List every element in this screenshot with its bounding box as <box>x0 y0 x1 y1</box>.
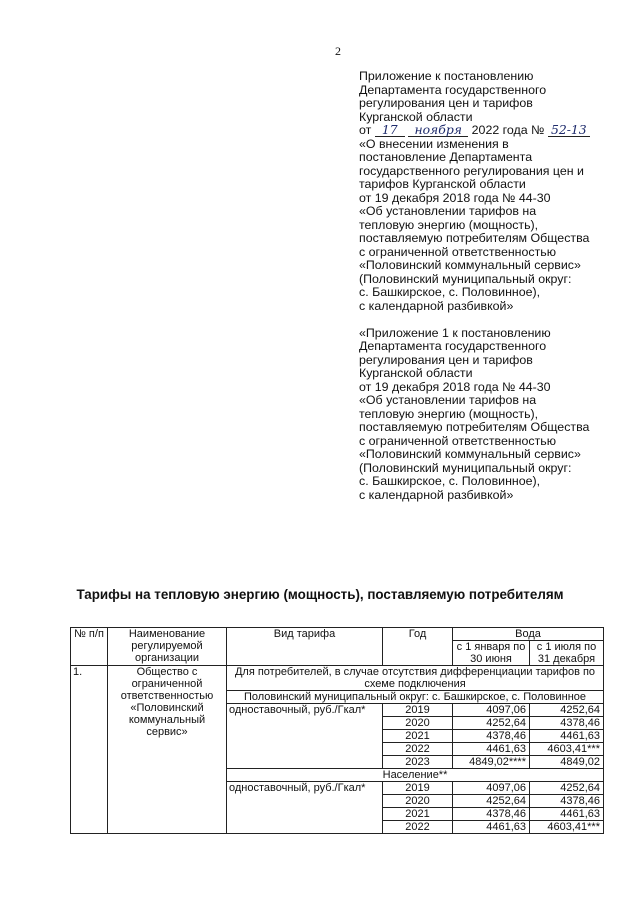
annex-header <box>359 70 629 502</box>
annex-line: поставляемую потребителям Общества <box>359 420 590 434</box>
locality: Половинский муниципальный округ: с. Башкирское, с. Половинное <box>227 691 604 704</box>
year-cell: 2021 <box>383 808 453 821</box>
annex-line: тепловую энергию (мощность), <box>359 217 539 232</box>
header-year: Год <box>383 628 453 666</box>
header-organization: Наименование регулируемой организации <box>108 628 227 666</box>
decree-date-line <box>359 124 629 138</box>
date-prefix: от <box>359 123 372 137</box>
tariff-h2: 4603,41*** <box>530 743 604 756</box>
annex-line: регулирования цен и тарифов <box>359 352 533 367</box>
annex-line: от 19 декабря 2018 года № 44-30 <box>359 379 551 394</box>
tariff-h2: 4603,41*** <box>530 821 604 834</box>
annex-line: тепловую энергию (мощность), <box>359 406 539 421</box>
annex-line: «Приложение 1 к постановлению <box>359 325 551 340</box>
annex-spacer <box>359 313 629 327</box>
annex-line: с. Башкирское, с. Половинное), <box>359 474 541 488</box>
tariff-h2: 4378,46 <box>530 795 604 808</box>
tariff-type-1: одноставочный, руб./Гкал* <box>227 704 383 769</box>
annex-line: Приложение к постановлению <box>359 69 534 83</box>
tariff-h1: 4097,06 <box>453 704 530 717</box>
annex-line: Департамента государственного <box>359 82 547 97</box>
annex-line: регулирования цен и тарифов <box>359 96 533 110</box>
year-cell: 2019 <box>383 704 453 717</box>
header-period-2: с 1 июля по 31 декабря <box>530 641 604 666</box>
annex-line: «Об установлении тарифов на <box>359 393 537 407</box>
organization-name: Общество с ограниченной ответственностью «Половинский коммунальный сервис» <box>108 666 227 834</box>
handwritten-month: ноября <box>408 124 468 137</box>
tariff-h1: 4378,46 <box>453 808 530 821</box>
row-number: 1. <box>71 666 108 834</box>
annex-line: поставляемую потребителям Общества <box>359 231 590 245</box>
annex-line: «Об установлении тарифов на <box>359 204 537 218</box>
year-cell: 2019 <box>383 782 453 795</box>
year-cell: 2022 <box>383 821 453 834</box>
table-header-row <box>71 628 604 641</box>
handwritten-decree-number: 52-13 <box>548 124 590 137</box>
tariff-table <box>70 627 604 834</box>
annex-line: с календарной разбивкой» <box>359 487 514 502</box>
annex-line: (Половинский муниципальный округ: <box>359 271 572 286</box>
year-cell: 2023 <box>383 756 453 769</box>
annex-line: с. Башкирское, с. Половинное), <box>359 285 541 299</box>
tariff-h1: 4252,64 <box>453 795 530 808</box>
annex-line: Курганской области <box>359 366 473 380</box>
header-water: Вода <box>453 628 604 641</box>
population-header: Население** <box>227 769 604 782</box>
tariff-h1: 4252,64 <box>453 717 530 730</box>
annex-line: от 19 декабря 2018 года № 44-30 <box>359 190 551 205</box>
tariff-h1: 4378,46 <box>453 730 530 743</box>
tariff-h2: 4849,02 <box>530 756 604 769</box>
year-cell: 2021 <box>383 730 453 743</box>
table-title: Тарифы на тепловую энергию (мощность), поставляемую потребителям <box>76 587 564 602</box>
annex-line: «Половинский коммунальный сервис» <box>359 258 581 272</box>
annex-line: постановление Департамента <box>359 150 533 164</box>
consumers-note: Для потребителей, в случае отсутствия дифференциации тарифов по схеме подключения <box>227 666 604 691</box>
header-tariff-type: Вид тарифа <box>227 628 383 666</box>
tariff-h2: 4252,64 <box>530 782 604 795</box>
tariff-h1: 4461,63 <box>453 743 530 756</box>
tariff-h2: 4461,63 <box>530 730 604 743</box>
year-cell: 2020 <box>383 717 453 730</box>
tariff-h2: 4252,64 <box>530 704 604 717</box>
date-middle: 2022 года № <box>471 123 545 137</box>
annex-line: государственного регулирования цен и <box>359 163 584 178</box>
tariff-h1: 4849,02**** <box>453 756 530 769</box>
tariff-h1: 4097,06 <box>453 782 530 795</box>
tariff-h1: 4461,63 <box>453 821 530 834</box>
annex-line: Курганской области <box>359 109 473 124</box>
header-num: № п/п <box>71 628 108 666</box>
annex-line: с ограниченной ответственностью <box>359 244 557 259</box>
year-cell: 2022 <box>383 743 453 756</box>
tariff-h2: 4378,46 <box>530 717 604 730</box>
annex-line: с календарной разбивкой» <box>359 298 514 313</box>
header-period-1: с 1 января по 30 июня <box>453 641 530 666</box>
table-row <box>71 666 604 691</box>
annex-line: «О внесении изменения в <box>359 136 509 151</box>
annex-line: с ограниченной ответственностью <box>359 433 557 448</box>
tariff-type-2: одноставочный, руб./Гкал* <box>227 782 383 834</box>
annex-line: Департамента государственного <box>359 339 547 353</box>
page-number: 2 <box>335 44 341 58</box>
year-cell: 2020 <box>383 795 453 808</box>
annex-line: тарифов Курганской области <box>359 177 526 191</box>
annex-line: «Половинский коммунальный сервис» <box>359 447 581 461</box>
annex-line: (Половинский муниципальный округ: <box>359 460 572 475</box>
handwritten-day: 17 <box>375 124 405 137</box>
tariff-h2: 4461,63 <box>530 808 604 821</box>
